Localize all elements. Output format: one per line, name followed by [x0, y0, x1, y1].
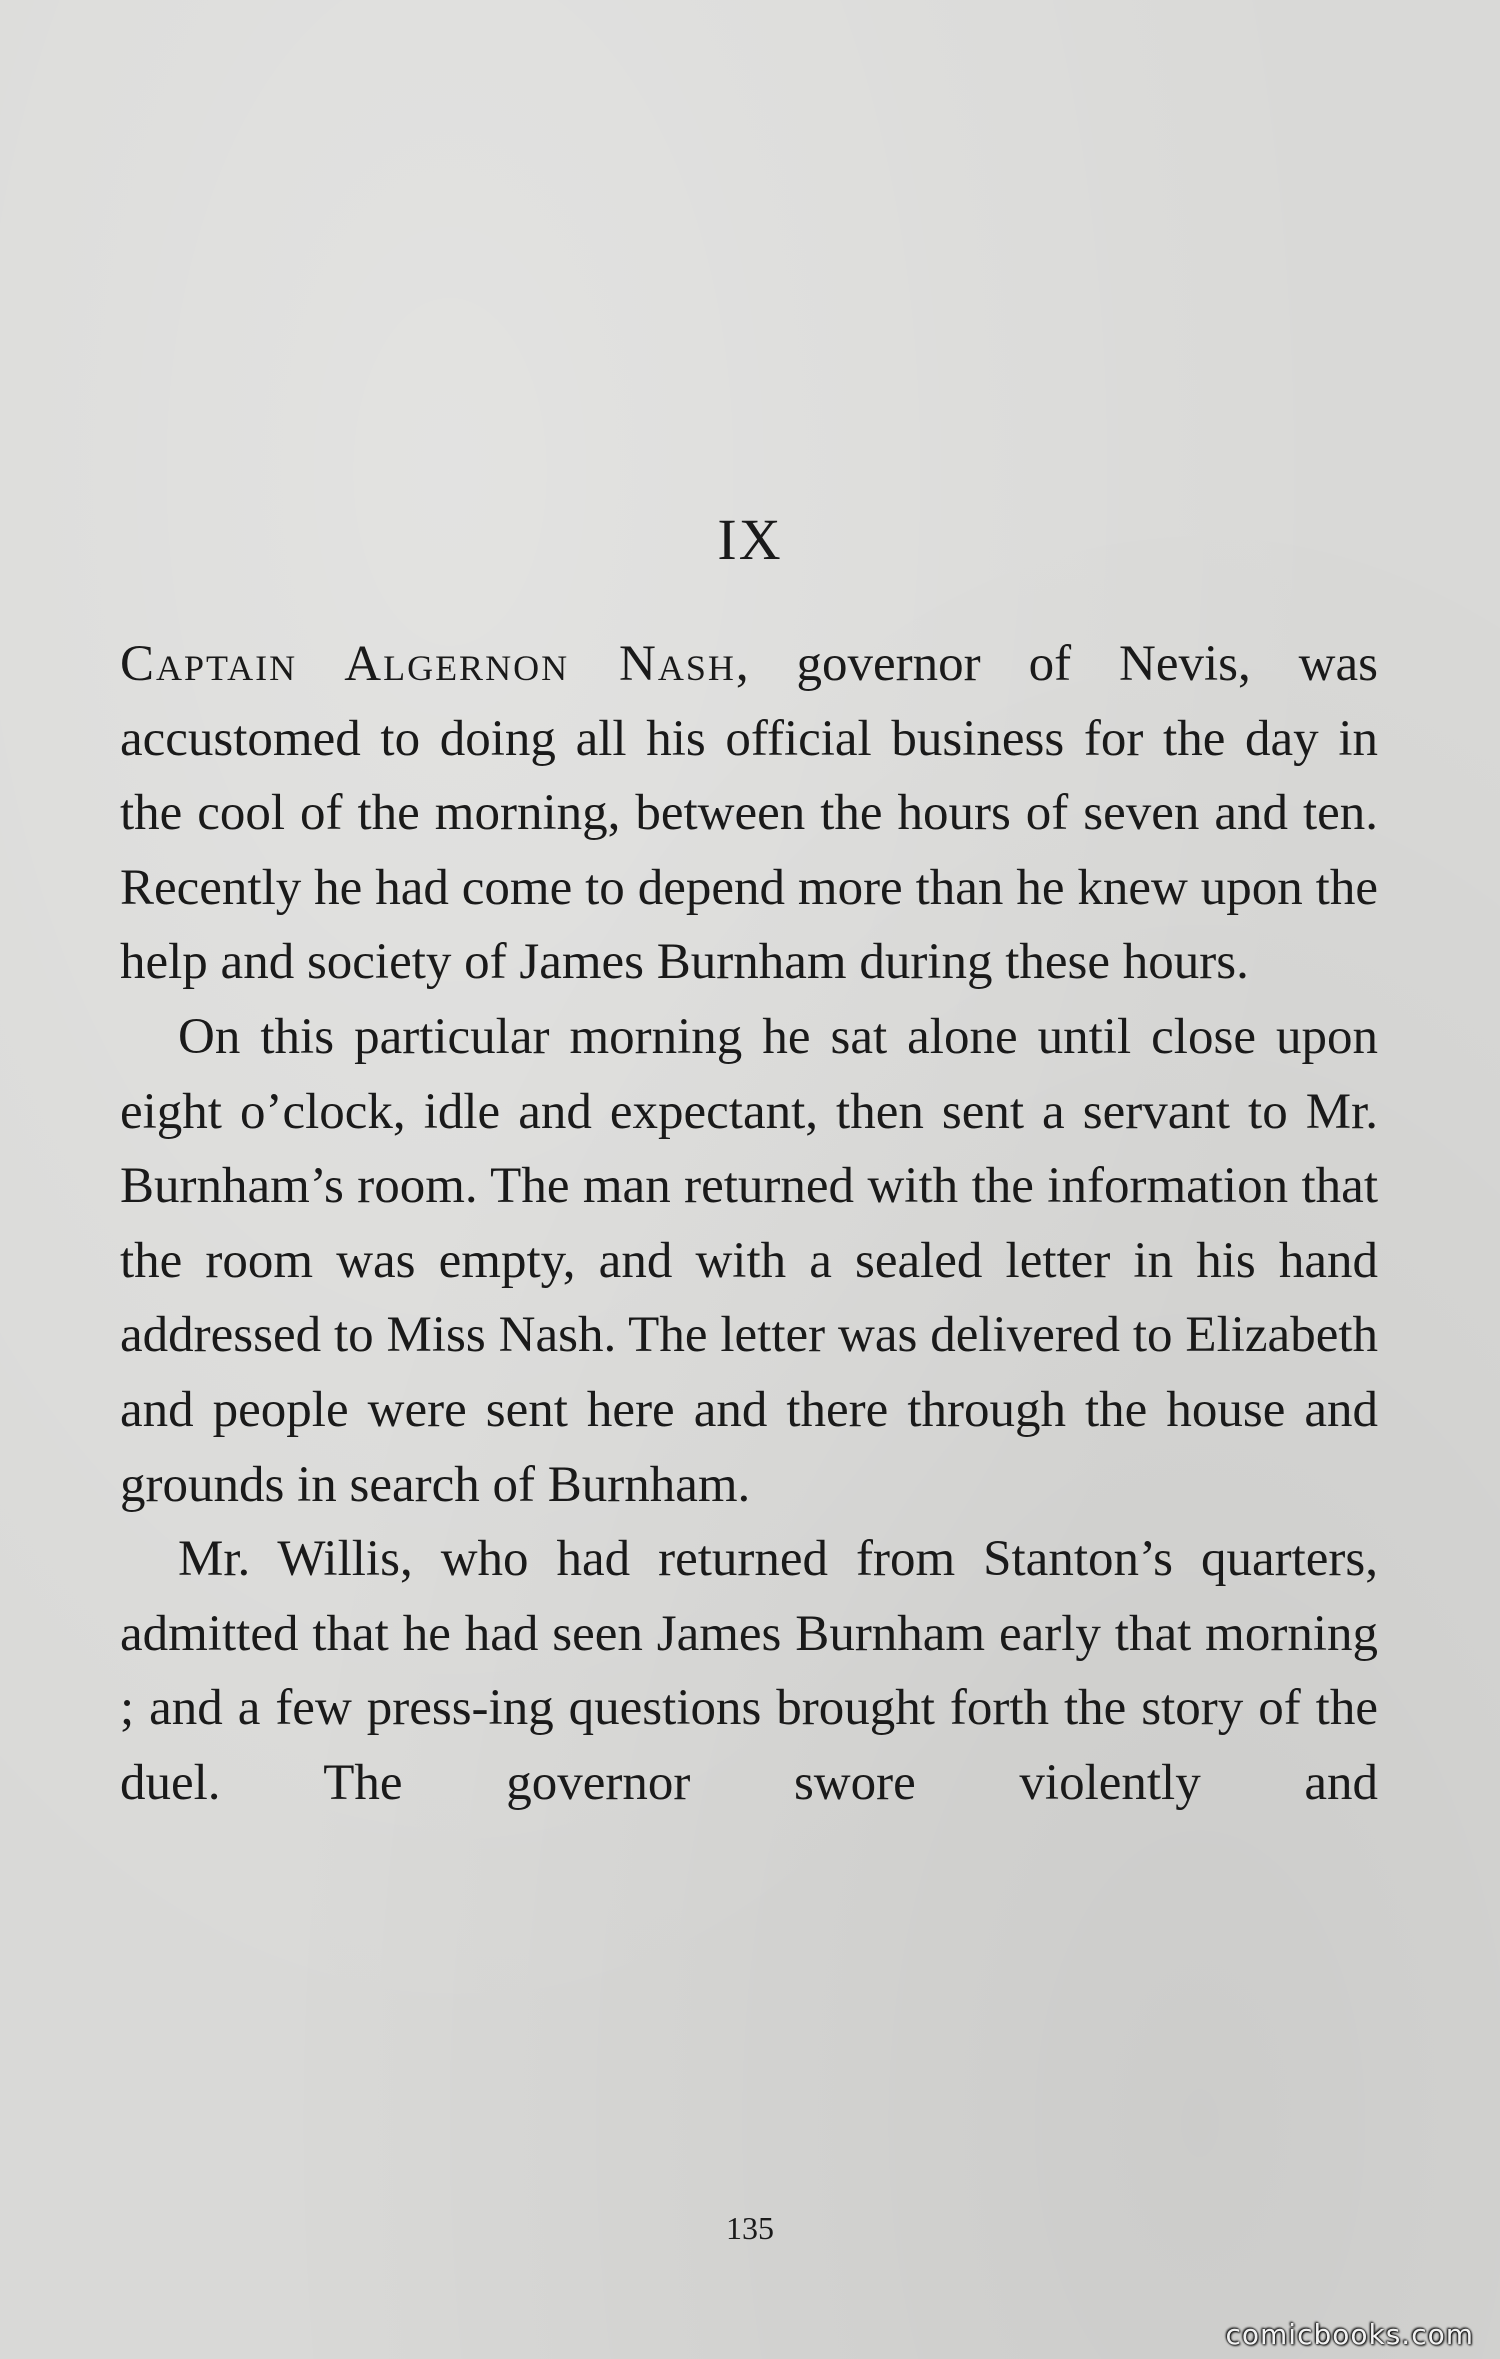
chapter-heading: IX	[717, 507, 783, 572]
paragraph-1-lead: Captain Algernon Nash	[120, 636, 736, 692]
body-text	[120, 627, 1378, 1821]
paragraph-1-text: , governor of Nevis, was accustomed to doing all his official business for the day in the cool of the morning, between the hours of seven and ten. Recently he had come to depend more than he knew upon the help and society of James Burnham during these hours.	[120, 636, 1378, 991]
paragraph-1	[120, 627, 1378, 1000]
page-number: 135	[726, 2210, 774, 2246]
paragraph-2: On this particular morning he sat alone until close upon eight o’clock, idle and expectant, then sent a servant to Mr. Burnham’s room. The man returned with the information that the room was empty, and with a sealed letter in his hand addressed to Miss Nash. The letter was delivered to Elizabeth and people were sent here and there through the house and grounds in search of Burnham.	[120, 1008, 1378, 1513]
paragraph-3: Mr. Willis, who had returned from Stanton’s quarters, admitted that he had seen James Burnham early that morning ; and a few press-ing questions brought forth the story of the duel. The governor swore violently and	[120, 1531, 1378, 1811]
watermark: comicbooks.com	[1225, 2318, 1474, 2351]
